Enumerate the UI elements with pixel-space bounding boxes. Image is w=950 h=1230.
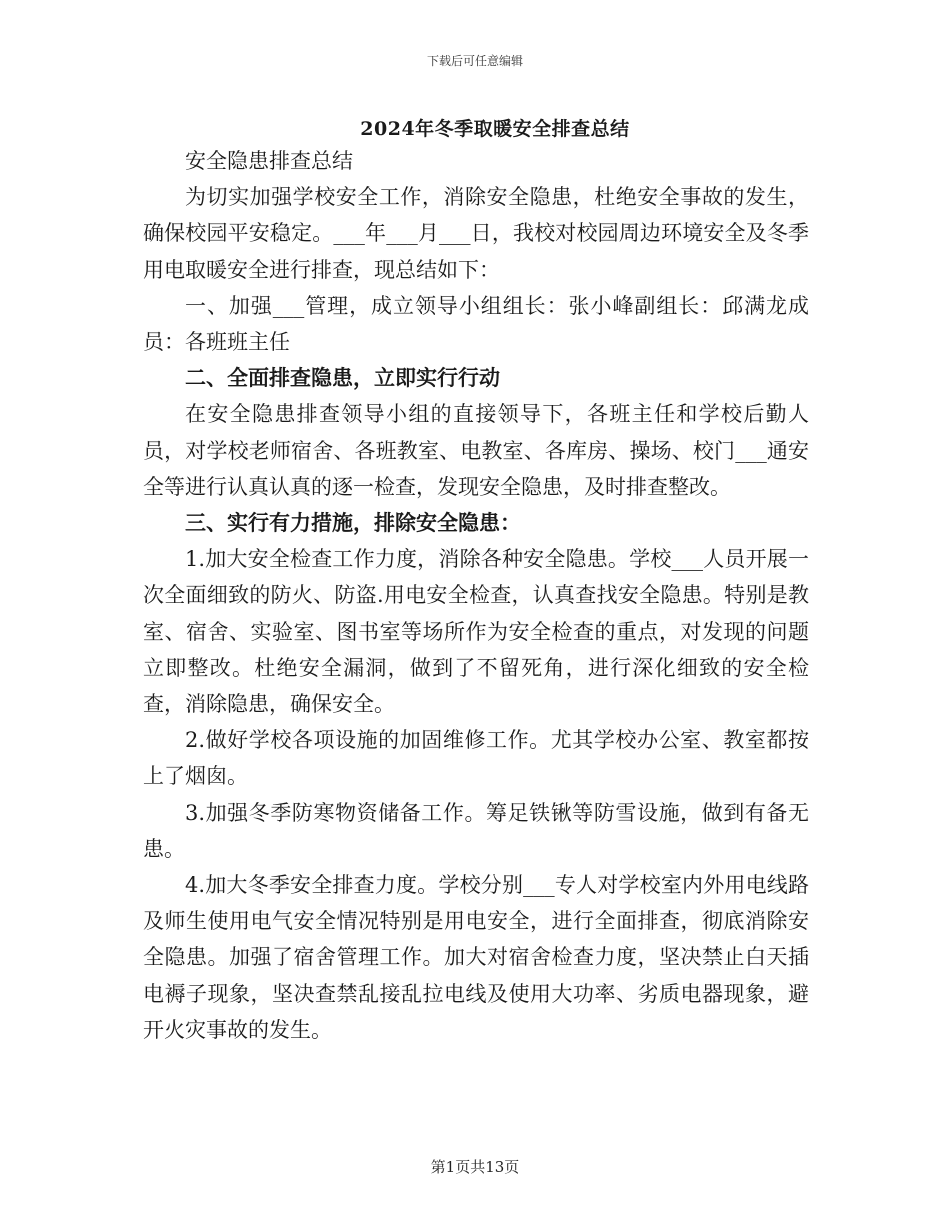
page-footer: 第1页共13页 — [430, 1158, 520, 1176]
document-title: 2024年冬季取暖安全排查总结 — [360, 118, 630, 140]
document-body — [143, 143, 809, 1048]
paragraph-item-1: 1.加大安全检查工作力度，消除各种安全隐患。学校___人员开展一次全面细致的防火、防盗.用电安全检查，认真查找安全隐患。特别是教室、宿舍、实验室、图书室等场所作为安全检查的重点，对发现的问题立即整改。杜绝安全漏洞，做到了不留死角，进行深化细致的安全检查，消除隐患，确保安全。 — [143, 547, 809, 717]
paragraph-section-1: 一、加强___管理，成立领导小组组长：张小峰副组长：邱满龙成员：各班班主任 — [143, 293, 809, 355]
paragraph-intro: 为切实加强学校安全工作，消除安全隐患，杜绝安全事故的发生，确保校园平安稳定。___年___月___日，我校对校园周边环境安全及冬季用电取暖安全进行排查，现总结如下： — [143, 185, 809, 282]
header-note: 下载后可任意编辑 — [426, 54, 523, 68]
paragraph-item-4: 4.加大冬季安全排查力度。学校分别___专人对学校室内外用电线路及师生使用电气安全情况特别是用电安全，进行全面排查，彻底消除安全隐患。加强了宿舍管理工作。加大对宿舍检查力度，坚决禁止白天插电褥子现象，坚决查禁乱接乱拉电线及使用大功率、劣质电器现象，避开火灾事故的发生。 — [143, 873, 809, 1042]
paragraph-section-2: 在安全隐患排查领导小组的直接领导下，各班主任和学校后勤人员，对学校老师宿舍、各班教室、电教室、各库房、操场、校门___通安全等进行认真认真的逐一检查，发现安全隐患，及时排查整改。 — [143, 402, 809, 499]
section-heading-3: 三、实行有力措施，排除安全隐患： — [185, 510, 521, 536]
paragraph-item-3: 3.加强冬季防寒物资储备工作。筹足铁锹等防雪设施，做到有备无患。 — [143, 800, 809, 861]
paragraph-subtitle: 安全隐患排查总结 — [185, 149, 353, 173]
paragraph-item-2: 2.做好学校各项设施的加固维修工作。尤其学校办公室、教室都按上了烟囱。 — [143, 728, 809, 789]
section-heading-2: 二、全面排查隐患，立即实行行动 — [185, 365, 500, 391]
